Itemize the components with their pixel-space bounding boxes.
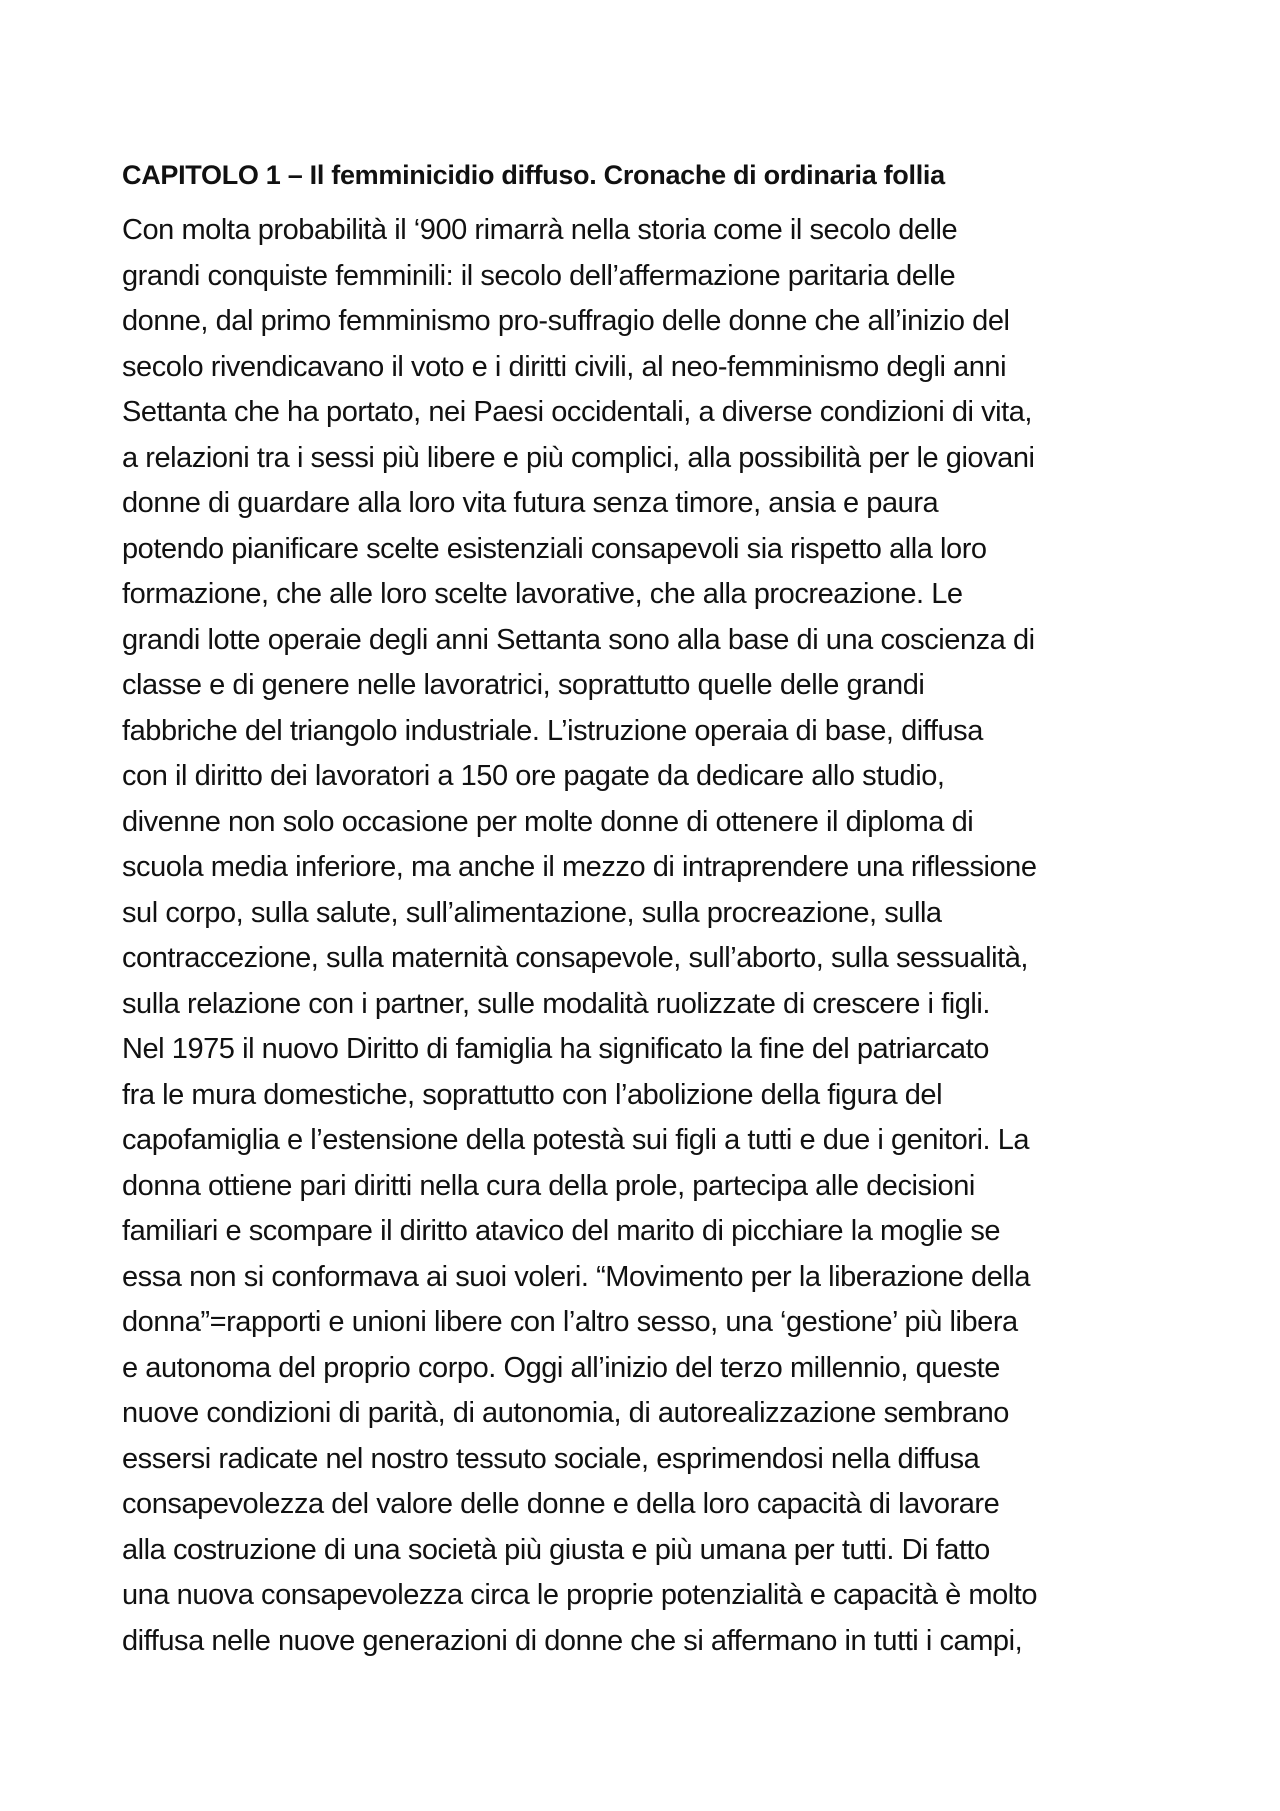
- text-line: classe e di genere nelle lavoratrici, soprattutto quelle delle grandi: [122, 669, 925, 701]
- text-line: contraccezione, sulla maternità consapevole, sull’aborto, sulla sessualità,: [122, 942, 1029, 974]
- text-line: grandi conquiste femminili: il secolo dell’affermazione paritaria delle: [122, 259, 956, 292]
- chapter-title: CAPITOLO 1 – Il femminicidio diffuso. Cronache di ordinaria follia: [122, 160, 945, 190]
- text-line: alla costruzione di una società più giusta e più umana per tutti. Di fatto: [122, 1533, 990, 1566]
- text-line: Nel 1975 il nuovo Diritto di famiglia ha significato la fine del patriarcato: [122, 1033, 989, 1065]
- text-line: Settanta che ha portato, nei Paesi occidentali, a diverse condizioni di vita,: [122, 396, 1033, 428]
- text-line: capofamiglia e l’estensione della potestà sui figli a tutti e due i genitori. La: [122, 1124, 1030, 1156]
- text-line: secolo rivendicavano il voto e i diritti civili, al neo-femminismo degli anni: [122, 350, 1007, 383]
- body-text: [122, 208, 1172, 1664]
- text-line: grandi lotte operaie degli anni Settanta sono alla base di una coscienza di: [122, 623, 1035, 656]
- text-line: essa non si conformava ai suoi voleri. “Movimento per la liberazione della: [122, 1260, 1031, 1293]
- text-line: familiari e scompare il diritto atavico del marito di picchiare la moglie se: [122, 1215, 1001, 1247]
- document-content: [122, 158, 1172, 1664]
- text-line: fra le mura domestiche, soprattutto con l’abolizione della figura del: [122, 1078, 943, 1111]
- text-line: a relazioni tra i sessi più libere e più complici, alla possibilità per le giovani: [122, 441, 1035, 474]
- text-line: donna”=rapporti e unioni libere con l’altro sesso, una ‘gestione’ più libera: [122, 1306, 1018, 1338]
- text-line: donne, dal primo femminismo pro-suffragio delle donne che all’inizio del: [122, 305, 1010, 337]
- text-line: donna ottiene pari diritti nella cura della prole, partecipa alle decisioni: [122, 1169, 975, 1202]
- text-line: fabbriche del triangolo industriale. L’istruzione operaia di base, diffusa: [122, 714, 983, 747]
- text-line: nuove condizioni di parità, di autonomia, di autorealizzazione sembrano: [122, 1397, 1009, 1429]
- text-line: essersi radicate nel nostro tessuto sociale, esprimendosi nella diffusa: [122, 1442, 980, 1475]
- text-line: Con molta probabilità il ‘900 rimarrà nella storia come il secolo delle: [122, 214, 958, 246]
- text-line: potendo pianificare scelte esistenziali consapevoli sia rispetto alla loro: [122, 532, 987, 565]
- text-line: divenne non solo occasione per molte donne di ottenere il diploma di: [122, 805, 974, 838]
- text-line: consapevolezza del valore delle donne e della loro capacità di lavorare: [122, 1488, 1000, 1520]
- text-line: formazione, che alle loro scelte lavorative, che alla procreazione. Le: [122, 578, 963, 610]
- text-line: e autonoma del proprio corpo. Oggi all’inizio del terzo millennio, queste: [122, 1351, 1000, 1384]
- text-line: una nuova consapevolezza circa le proprie potenzialità e capacità è molto: [122, 1579, 1038, 1611]
- text-line: sulla relazione con i partner, sulle modalità ruolizzate di crescere i figli.: [122, 987, 991, 1020]
- text-line: con il diritto dei lavoratori a 150 ore pagate da dedicare allo studio,: [122, 760, 945, 792]
- text-line: diffusa nelle nuove generazioni di donne che si affermano in tutti i campi,: [122, 1624, 1023, 1657]
- text-line: sul corpo, sulla salute, sull’alimentazione, sulla procreazione, sulla: [122, 896, 942, 929]
- text-line: scuola media inferiore, ma anche il mezzo di intraprendere una riflessione: [122, 851, 1037, 883]
- text-line: donne di guardare alla loro vita futura senza timore, ansia e paura: [122, 487, 939, 519]
